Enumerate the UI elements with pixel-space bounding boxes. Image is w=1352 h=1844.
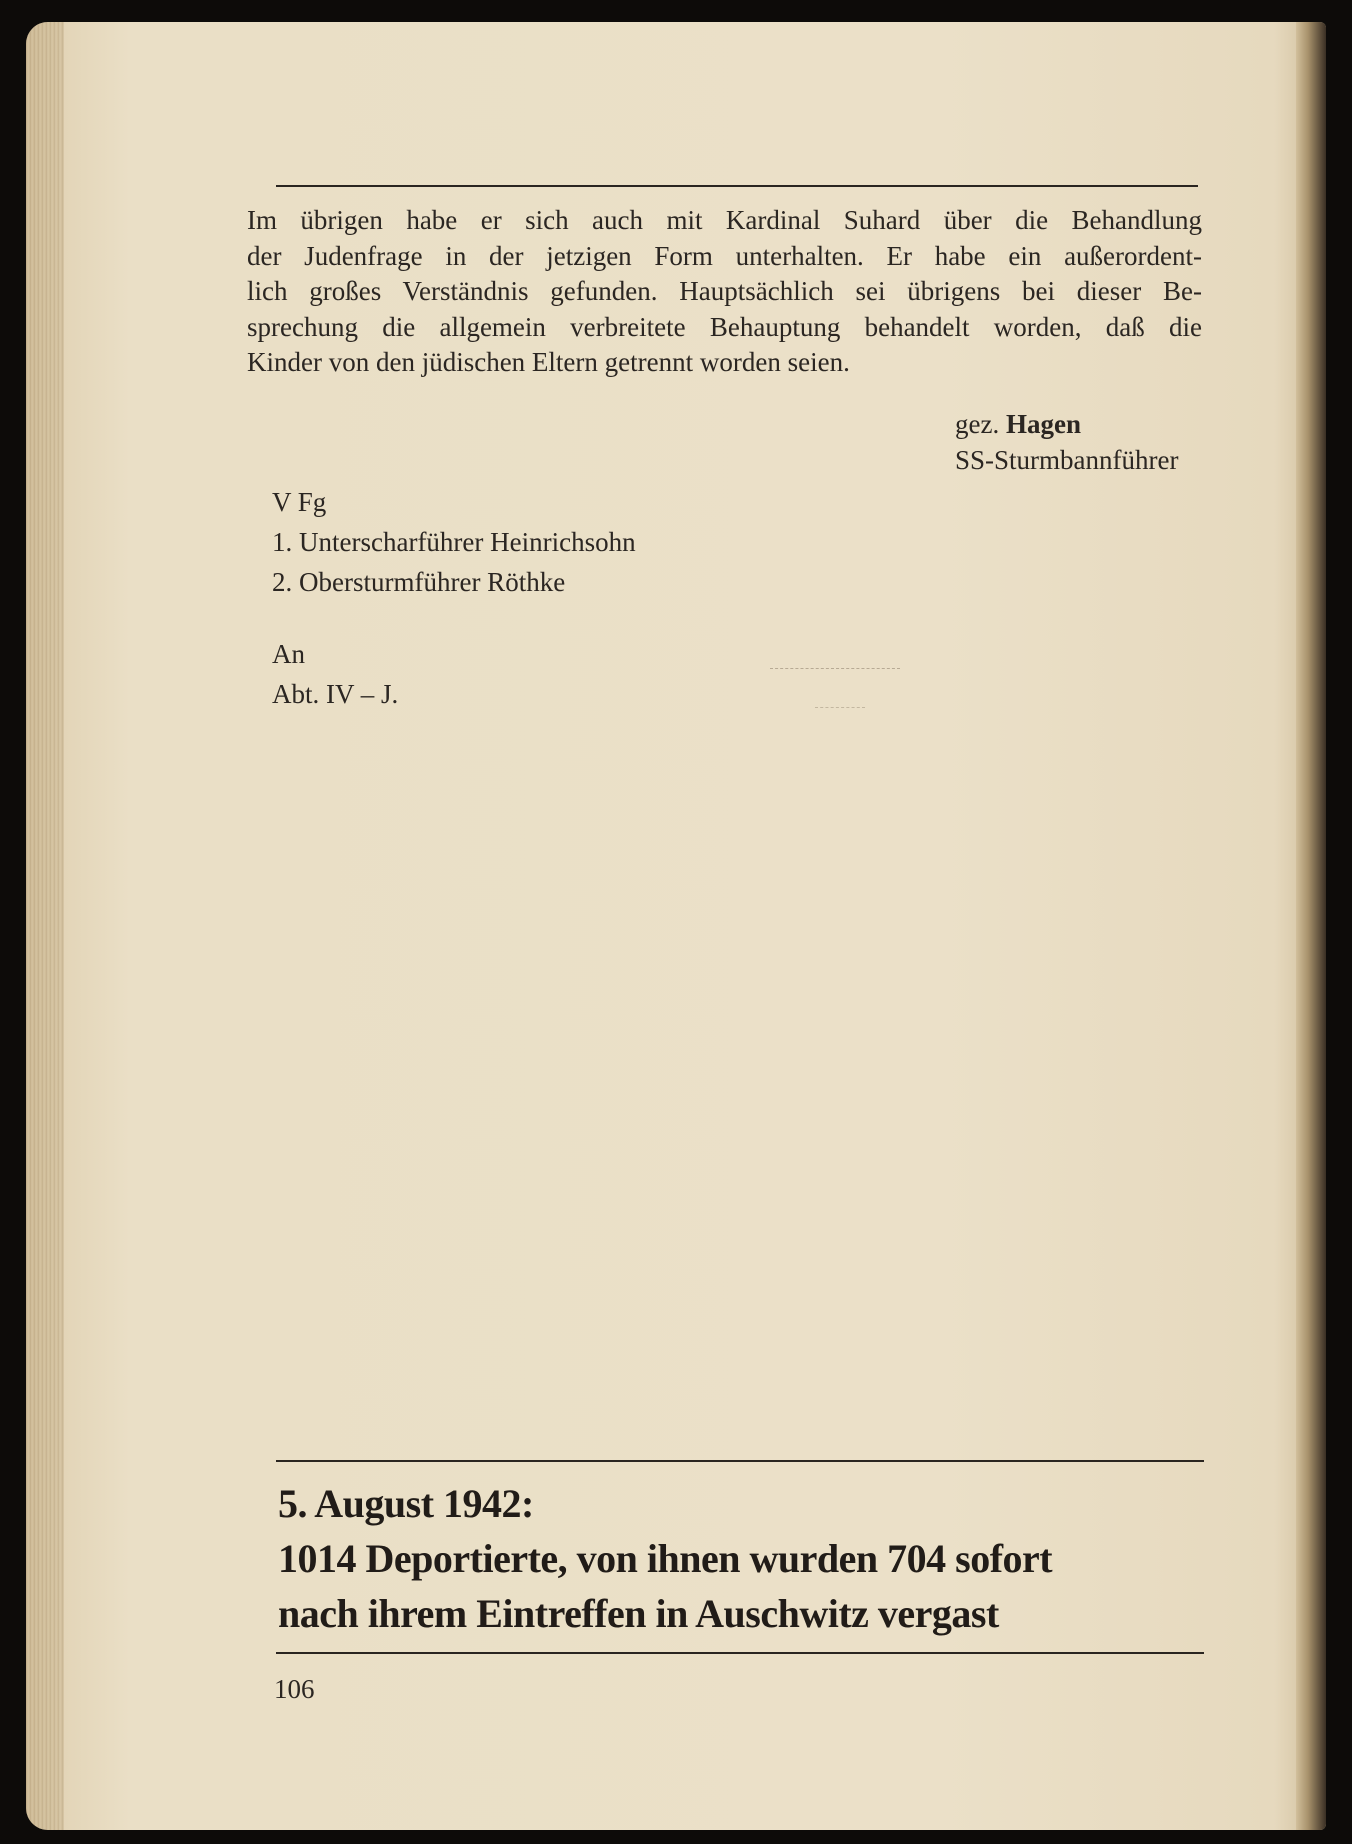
- body-line: der Judenfrage in der jetzigen Form unterhalten. Er habe ein außerordent-: [247, 240, 1202, 271]
- faint-mark: [770, 668, 900, 670]
- heading-date: 5. August 1942:: [278, 1481, 534, 1526]
- top-rule: [276, 185, 1198, 187]
- address-department: Abt. IV – J.: [272, 679, 399, 709]
- heading-bottom-rule: [276, 1652, 1204, 1654]
- heading-top-rule: [276, 1460, 1204, 1462]
- signature-name: Hagen: [1005, 409, 1081, 439]
- routing-block: [272, 482, 636, 602]
- address-to: An: [272, 639, 305, 669]
- body-paragraph: [247, 203, 1202, 381]
- routing-item: 1. Unterscharführer Heinrichsohn: [272, 527, 636, 557]
- faint-mark: [815, 707, 865, 709]
- body-line: sprechung die allgemein verbreitete Behauptung behandelt worden, daß die: [247, 311, 1202, 342]
- body-line: Kinder von den jüdischen Eltern getrennt worden seien.: [247, 347, 850, 377]
- heading-line: 1014 Deportierte, von ihnen wurden 704 sofort: [278, 1536, 1053, 1581]
- page-stack-edges: [26, 22, 64, 1830]
- section-heading: [278, 1476, 1208, 1641]
- signature-rank: SS-Sturmbannführer: [955, 445, 1179, 475]
- signature-block: [955, 406, 1178, 478]
- body-line: lich großes Verständnis gefunden. Hauptsächlich sei übrigens bei dieser Be-: [247, 276, 1202, 306]
- routing-item: 2. Obersturmführer Röthke: [272, 567, 566, 597]
- signature-prefix: gez.: [955, 409, 1000, 439]
- book-spine-shadow: [1296, 22, 1326, 1830]
- page-number: 106: [274, 1674, 315, 1704]
- address-block: [272, 634, 398, 714]
- body-line: Im übrigen habe er sich auch mit Kardinal Suhard über die Behandlung: [247, 205, 1202, 235]
- routing-title: V Fg: [272, 487, 327, 517]
- heading-line: nach ihrem Eintreffen in Auschwitz vergast: [278, 1591, 999, 1636]
